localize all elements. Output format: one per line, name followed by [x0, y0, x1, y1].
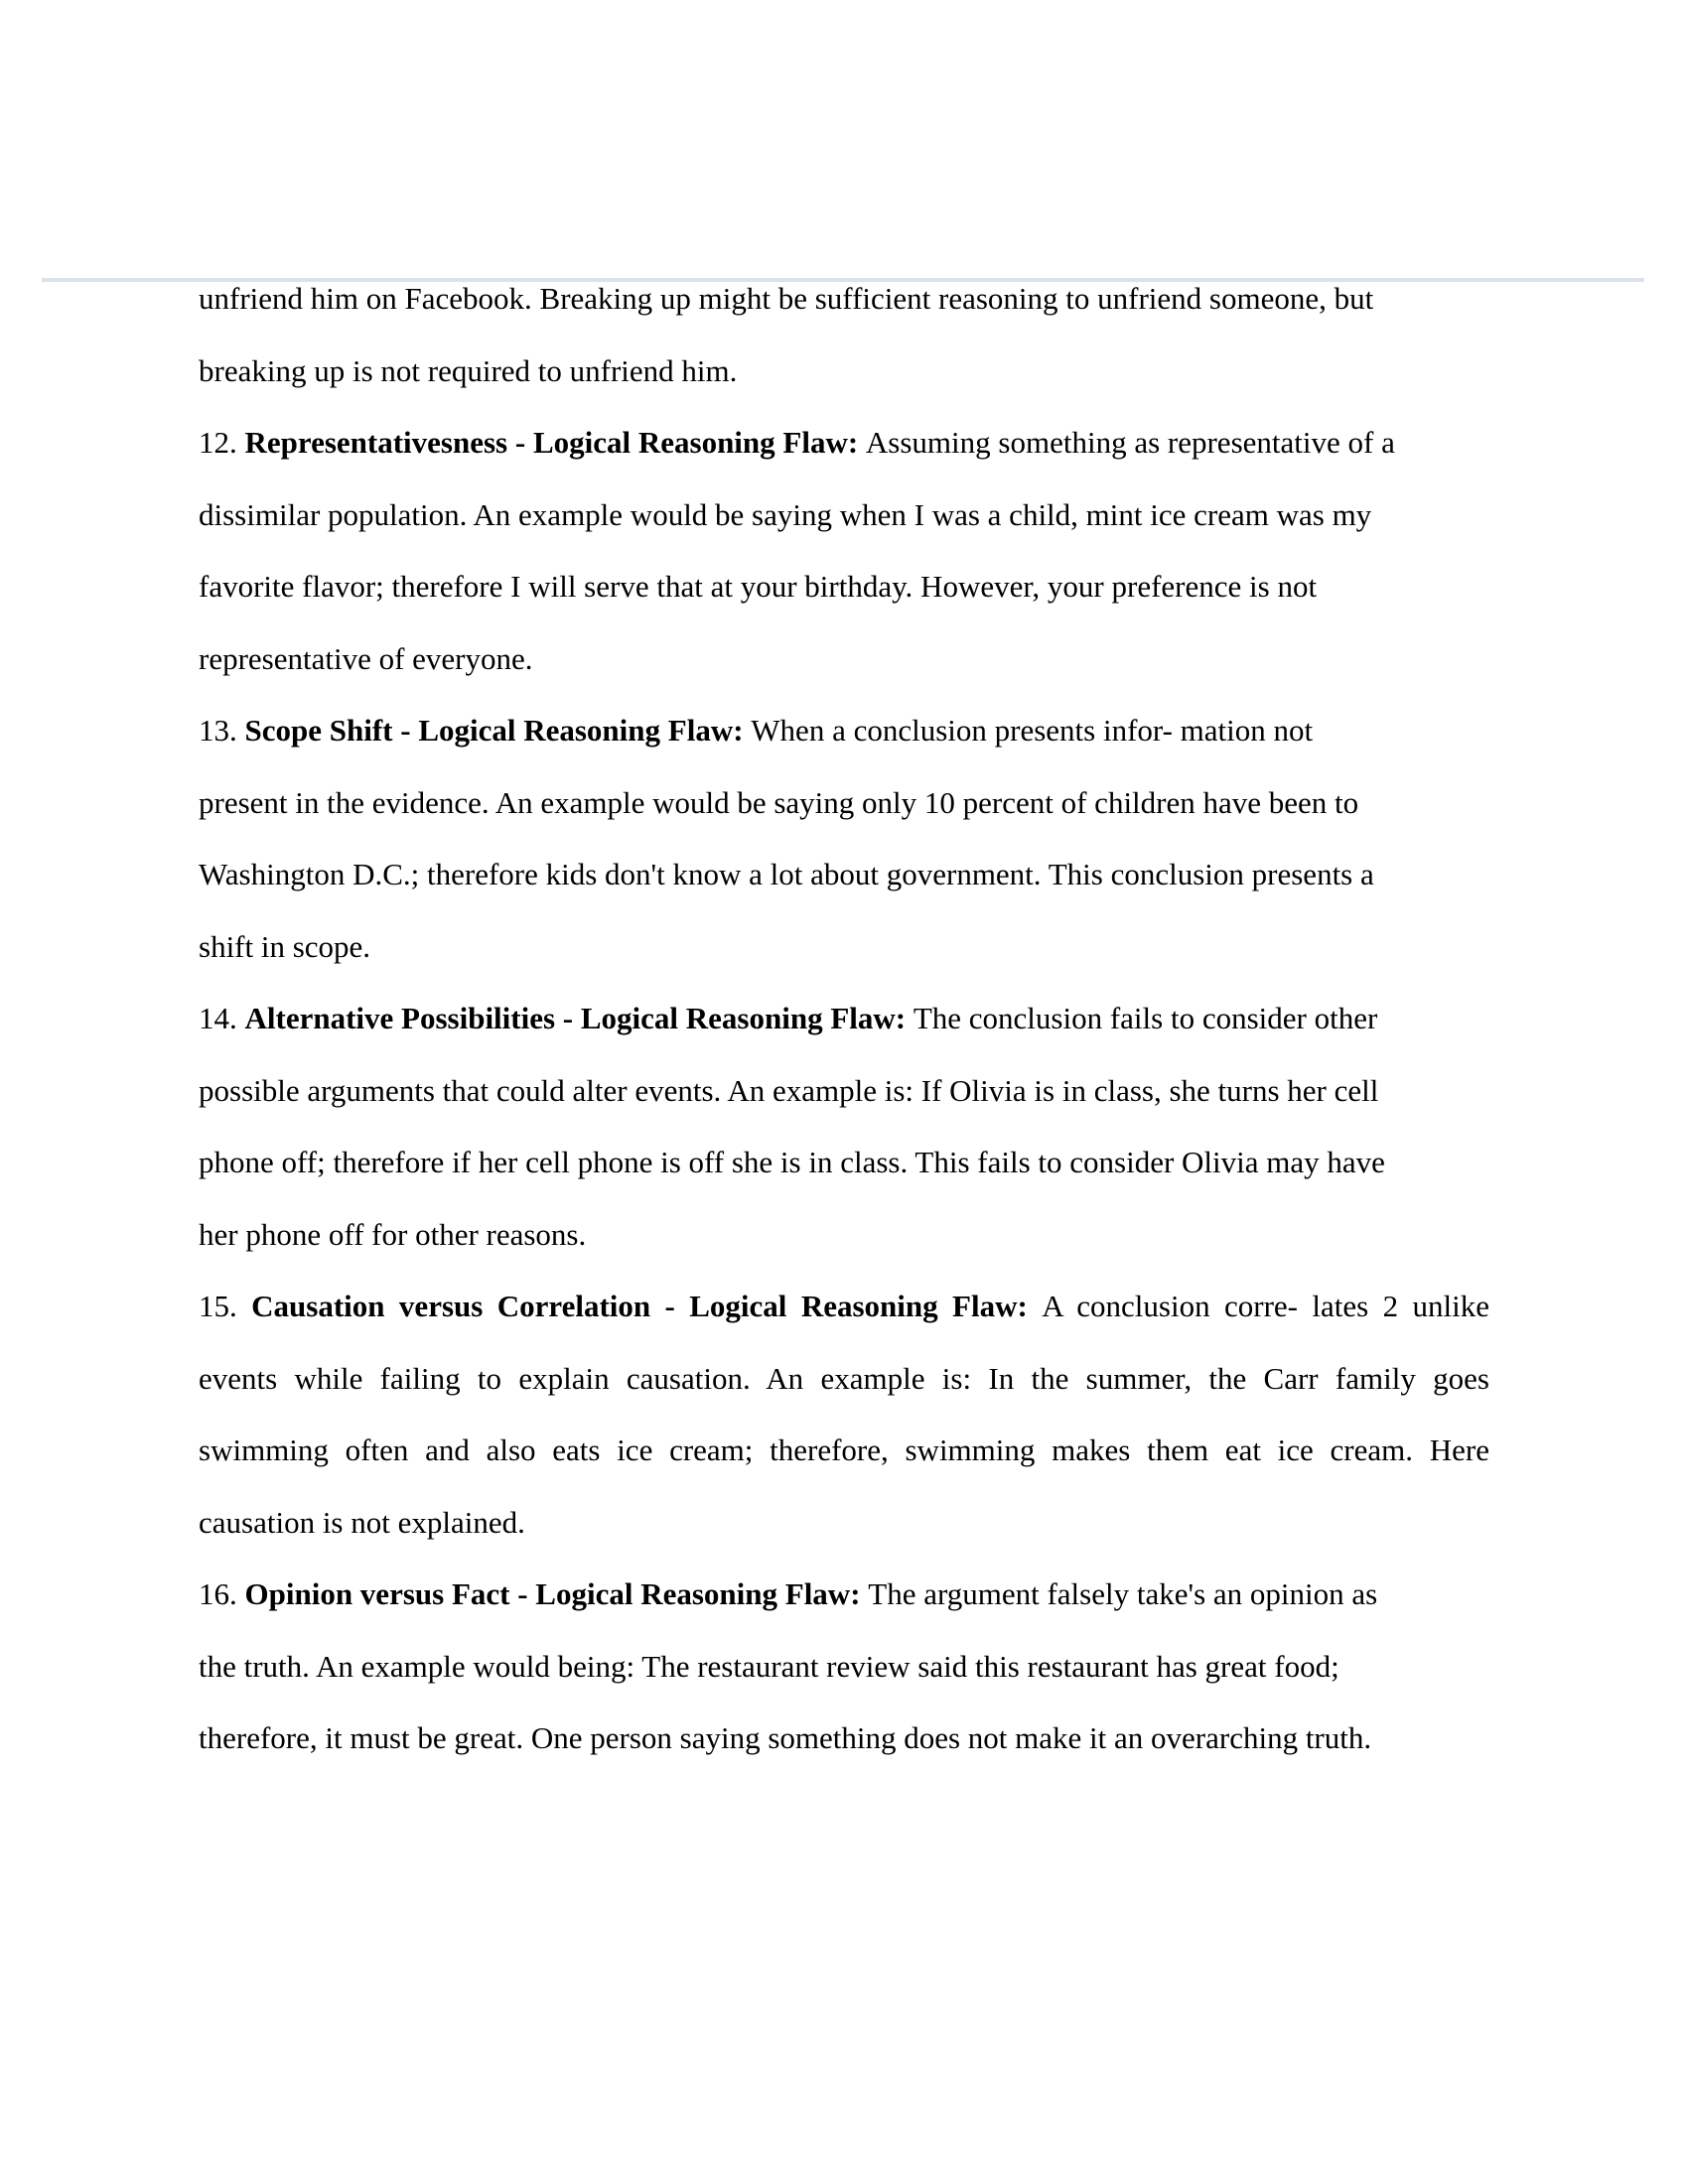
text-line — [199, 1487, 1489, 1560]
text-line — [199, 1055, 1489, 1128]
line-text: dissimilar population. An example would be saying when I was a child, mint ice cream was my — [199, 496, 1372, 532]
text-line — [199, 839, 1489, 911]
line-text: A conclusion corre- lates 2 unlike — [1042, 1289, 1489, 1323]
text-line — [199, 1271, 1489, 1343]
line-text: phone off; therefore if her cell phone is off she is in class. This fails to consider Olivia may have — [199, 1145, 1385, 1179]
text-line — [199, 623, 1489, 696]
line-text: breaking up is not required to unfriend him. — [199, 352, 738, 388]
line-text: The argument falsely take's an opinion as — [868, 1576, 1378, 1611]
body-text — [199, 263, 1489, 1775]
line-text: events while failing to explain causation. An example is: In the summer, the Carr family goes — [199, 1360, 1489, 1396]
list-item-number: 15. — [199, 1289, 252, 1323]
text-line — [199, 407, 1489, 479]
line-text: causation is not explained. — [199, 1504, 525, 1540]
line-text: shift in scope. — [199, 928, 371, 964]
text-line — [199, 479, 1489, 552]
line-text: favorite flavor; therefore I will serve that at your birthday. However, your preference is not — [199, 569, 1318, 604]
text-line — [199, 1127, 1489, 1199]
flaw-term: Scope Shift - Logical Reasoning Flaw: — [244, 713, 752, 748]
list-item-number: 16. — [199, 1576, 245, 1611]
line-text: her phone off for other reasons. — [199, 1216, 587, 1252]
list-item-number: 13. — [199, 713, 245, 748]
line-text: therefore, it must be great. One person saying something does not make it an overarching truth. — [199, 1720, 1372, 1755]
text-line — [199, 767, 1489, 840]
text-line — [199, 551, 1489, 623]
text-line — [199, 1631, 1489, 1704]
text-line — [199, 695, 1489, 767]
list-item-number: 14. — [199, 1001, 245, 1035]
flaw-term: Opinion versus Fact - Logical Reasoning Flaw: — [244, 1576, 869, 1611]
line-text: The conclusion fails to consider other — [913, 1001, 1378, 1035]
line-text: the truth. An example would being: The restaurant review said this restaurant has great food; — [199, 1648, 1339, 1684]
line-text: unfriend him on Facebook. Breaking up might be sufficient reasoning to unfriend someone, but — [199, 281, 1374, 316]
flaw-term: Causation versus Correlation - Logical Reasoning Flaw: — [251, 1289, 1043, 1323]
text-line — [199, 1415, 1489, 1487]
line-text: possible arguments that could alter events. An example is: If Olivia is in class, she turns her cell — [199, 1072, 1379, 1108]
line-text: present in the evidence. An example would be saying only 10 percent of children have been to — [199, 784, 1359, 820]
line-text: swimming often and also eats ice cream; therefore, swimming makes them eat ice cream. Here — [199, 1433, 1489, 1467]
text-line — [199, 983, 1489, 1055]
text-line — [199, 336, 1489, 408]
text-line — [199, 1703, 1489, 1775]
flaw-term: Alternative Possibilities - Logical Reasoning Flaw: — [244, 1001, 914, 1035]
list-item-number: 12. — [199, 425, 245, 460]
line-text: Washington D.C.; therefore kids don't know a lot about government. This conclusion presents a — [199, 857, 1374, 891]
flaw-term: Representativesness - Logical Reasoning Flaw: — [244, 425, 866, 460]
line-text: When a conclusion presents infor- mation not — [751, 713, 1314, 748]
text-line — [199, 1343, 1489, 1416]
text-line — [199, 911, 1489, 984]
text-line — [199, 1199, 1489, 1272]
line-text: representative of everyone. — [199, 640, 533, 676]
text-line — [199, 263, 1489, 336]
line-text: Assuming something as representative of a — [865, 425, 1395, 460]
text-line — [199, 1559, 1489, 1631]
